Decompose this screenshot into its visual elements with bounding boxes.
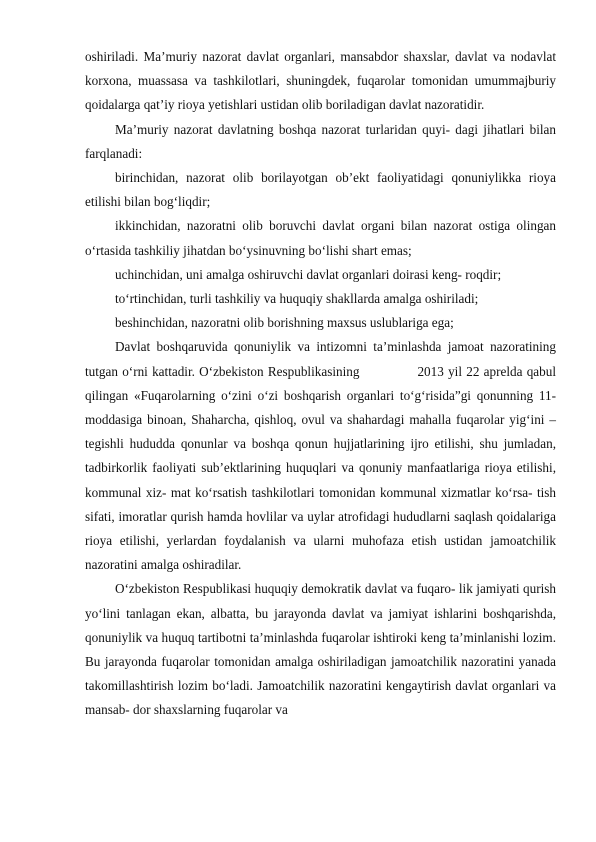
- paragraph-9: O‘zbekiston Respublikasi huquqiy demokratik davlat va fuqaro- lik jamiyati qurish yo‘lini tanlagan ekan, albatta, bu jarayonda davlat va jamiyat ishlarini boshqarishda, qonuniylik va huquq tartibotni ta’minlashda fuqarolar ishtiroki keng ta’minlanishi lozim. Bu jarayonda fuqarolar tomonidan amalga oshiriladigan jamoatchilik nazoratini yanada takomillashtirish lozim bo‘ladi. Jamoatchilik nazoratini kengaytirish davlat organlari va mansab- dor shaxslarning fuqarolar va: [85, 581, 556, 718]
- document-page: [85, 45, 556, 723]
- paragraph-8: [85, 335, 556, 577]
- paragraph-2: Ma’muriy nazorat davlatning boshqa nazorat turlaridan quyi- dagi jihatlari bilan farqlanadi:: [85, 121, 556, 161]
- paragraph-1: oshiriladi. Ma’muriy nazorat davlat organlari, mansabdor shaxslar, davlat va nodavlat korxona, muassasa va tashkilotlari, shuningdek, fuqarolar tomonidan umummajburiy qoidalarga qat’iy rioya yetishlari ustidan olib boriladigan davlat nazoratidir.: [85, 49, 556, 113]
- paragraph-6: to‘rtinchidan, turli tashkiliy va huquqiy shakllarda amalga oshiriladi;: [115, 291, 479, 307]
- paragraph-5: uchinchidan, uni amalga oshiruvchi davlat organlari doirasi keng- roqdir;: [115, 266, 502, 282]
- paragraph-8-part-b: 2013 yil 22 aprelda qabul qilingan «Fuqarolarning o‘zini o‘zi boshqarish organlari to‘g‘risida”gi qonunning 11-moddasiga binoan, Shaharcha, qishloq, ovul va shahardagi mahalla fuqarolar yig‘ini – tegishli hududda qonunlar va boshqa qonun hujjatlarining ijro etilishi, shu jumladan, tadbirkorlik faoliyati sub’ektlarining huquqlari va qonuniy manfaatlariga rioya etilishi, kommunal xiz- mat ko‘rsatish tashkilotlari tomonidan kommunal xizmatlar ko‘rsa- tish sifati, imoratlar qurish hamda hovlilar va uylar atrofidagi hududlarni saqlash qoidalariga rioya etilishi, yerlardan foydalanish va ularni muhofaza etish ustidan jamoatchilik nazoratini amalga oshiradilar.: [85, 363, 556, 573]
- paragraph-7: beshinchidan, nazoratni olib borishning maxsus uslublariga ega;: [115, 315, 454, 331]
- paragraph-8-part-a: Davlat boshqaruvida qonuniylik va intizomni ta’minlashda jamoat nazoratining tutgan o‘rni kattadir. O‘zbekiston Respublikasining: [85, 339, 556, 379]
- paragraph-4: ikkinchidan, nazoratni olib boruvchi davlat organi bilan nazorat ostiga olingan o‘rtasida tashkiliy jihatdan bo‘ysinuvning bo‘lishi shart emas;: [85, 218, 556, 258]
- paragraph-3: birinchidan, nazorat olib borilayotgan ob’ekt faoliyatidagi qonuniylikka rioya etilishi bilan bog‘liqdir;: [85, 170, 556, 210]
